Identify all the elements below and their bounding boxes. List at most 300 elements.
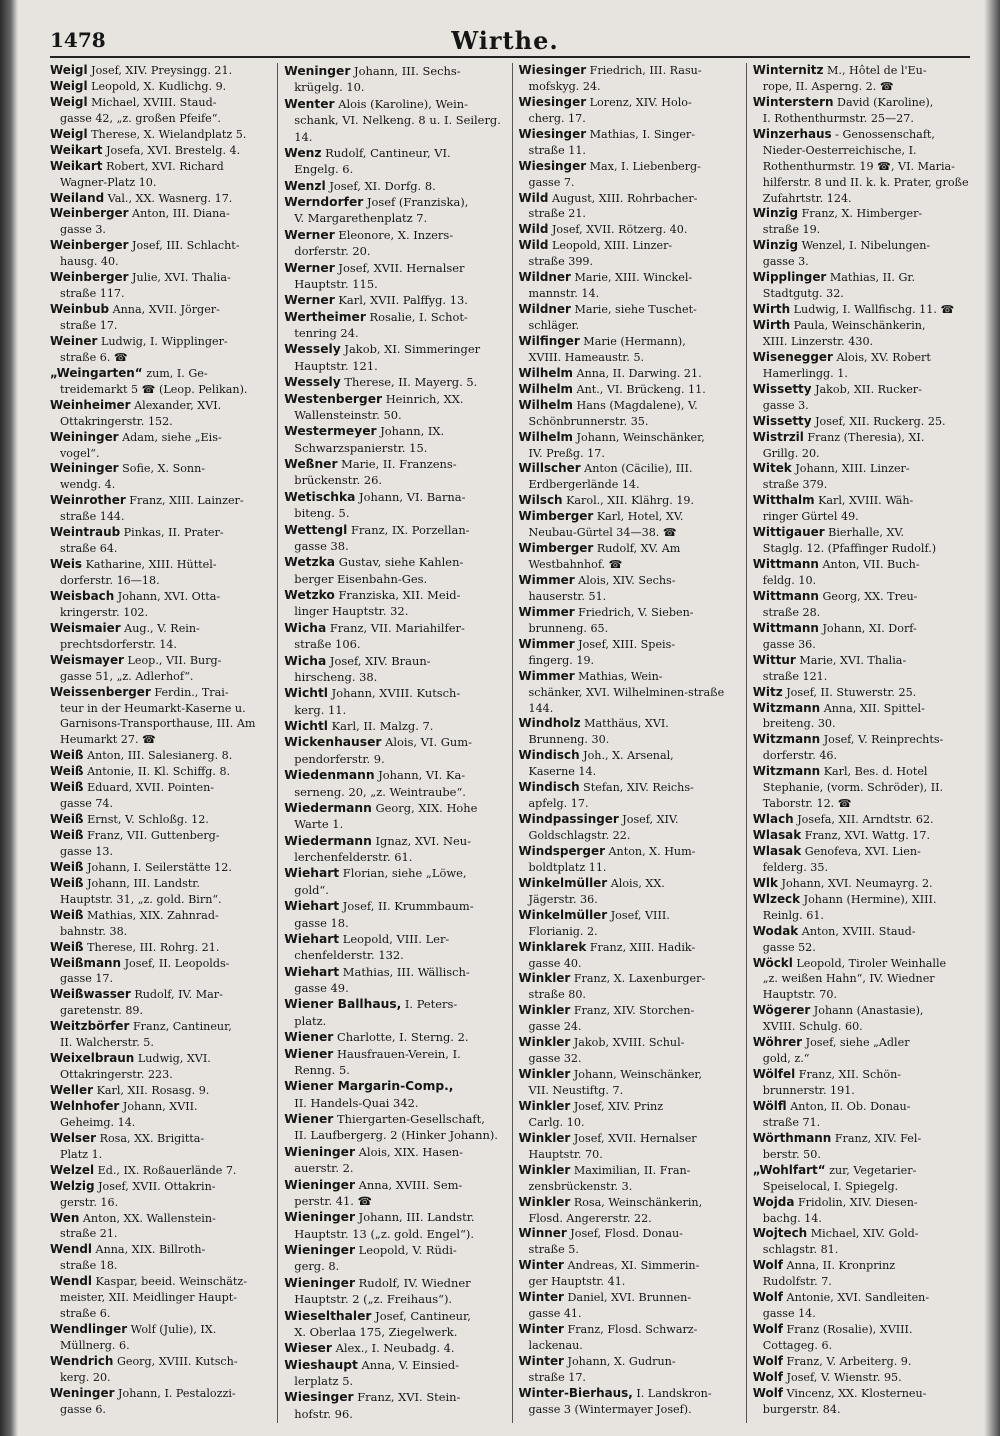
entry-name: Wölfel [752, 1067, 796, 1082]
entry-name: Wilsch [518, 493, 563, 508]
entry-name: Wiesinger [518, 63, 587, 77]
entry-details: zur, Vegetarier- [829, 1163, 917, 1177]
entry-details: - Genossenschaft, [835, 127, 935, 141]
entry-details: Anton, III. Salesianerg. 8. [87, 749, 233, 763]
entry-details: Jakob, XVIII. Schul- [573, 1036, 685, 1050]
entry-name: Weiß [50, 812, 84, 827]
directory-entry [753, 589, 974, 621]
entry-details: Antonie, II. Kl. Schiffg. 8. [87, 765, 231, 779]
directory-entry [753, 1386, 974, 1418]
directory-entry [50, 493, 271, 525]
directory-entry [284, 587, 505, 620]
entry-details: Anna, XIX. Billroth- [95, 1243, 206, 1257]
directory-entry [50, 589, 271, 621]
entry-name: Weixelbraun [50, 1051, 135, 1066]
entry-details: Therese, X. Wielandplatz 5. [91, 127, 247, 141]
entry-details: Georg, XX. Treu- [822, 589, 918, 603]
directory-entry [284, 898, 505, 931]
entry-name: Weigl [50, 63, 88, 77]
entry-name: Wilhelm [518, 397, 573, 412]
entry-name: Weismaier [50, 620, 121, 635]
entry-name: Weissenberger [50, 684, 151, 699]
entry-continuation: Müllnerg. 6. [60, 1339, 130, 1352]
entry-continuation: Speiselocal, I. Spiegelg. [762, 1179, 899, 1193]
entry-details: Rosa, XX. Brigitta- [99, 1131, 205, 1145]
entry-details: Anton, III. Diana- [132, 207, 230, 221]
entry-details: Julie, XVI. Thalia- [132, 271, 231, 285]
entry-continuation: Neubau-Gürtel 34—38. ☎ [528, 526, 677, 540]
directory-entry [284, 292, 505, 308]
directory-entry [519, 1035, 740, 1067]
entry-continuation: Hauptstr. 13 („z. gold. Engel“). [294, 1226, 475, 1241]
entry-name: Wiesinger [284, 1390, 354, 1405]
directory-entry [519, 1067, 740, 1099]
entry-details: Johann (Hermine), XIII. [803, 892, 937, 906]
entry-details: Hans (Magdalene), V. [576, 398, 698, 412]
directory-entry [753, 430, 974, 462]
directory-entry [50, 461, 271, 493]
entry-name: Weismayer [50, 652, 124, 667]
entry-details: Josef, XIV. Prinz [573, 1099, 664, 1113]
directory-entry [519, 127, 740, 159]
entry-continuation: gold“. [294, 882, 329, 897]
entry-details: Mathias, XIX. Zahnrad- [87, 908, 219, 922]
entry-name: Wiedenmann [284, 768, 375, 783]
entry-name: Windisch [518, 748, 580, 763]
directory-entry [284, 1340, 505, 1356]
directory-entry [753, 1195, 974, 1227]
entry-name: Werner [284, 293, 335, 308]
entry-details: Val., XX. Wasnerg. 17. [107, 191, 233, 205]
entry-name: Wipplinger [752, 270, 827, 285]
entry-details: Aug., V. Rein- [124, 621, 200, 635]
directory-entry [50, 95, 271, 127]
directory-entry [50, 159, 271, 191]
directory-entry [284, 227, 505, 260]
entry-continuation: garetenstr. 89. [60, 1004, 144, 1018]
entry-details: Karl, II. Malzg. 7. [331, 719, 434, 733]
entry-name: Welzig [50, 1178, 95, 1193]
directory-entry [50, 430, 271, 462]
entry-details: Leopold, X. Kudlichg. 9. [91, 79, 227, 93]
entry-name: Wieser [284, 1341, 332, 1356]
entry-name: Witzmann [752, 700, 821, 715]
directory-entry [50, 1242, 271, 1274]
entry-details: Wolf (Julie), IX. [130, 1323, 217, 1337]
entry-details: Joh., X. Arsenal, [583, 749, 674, 763]
entry-continuation: Ottakringerstr. 223. [60, 1068, 173, 1082]
entry-details: Johann, XI. Dorf- [822, 621, 917, 635]
directory-entry [753, 525, 974, 557]
directory-entry [50, 828, 271, 860]
entry-continuation: straße 71. [762, 1115, 821, 1129]
directory-entry [519, 1290, 740, 1322]
entry-name: Wimmer [518, 604, 575, 619]
directory-entry [519, 1163, 740, 1195]
directory-entry [753, 1067, 974, 1099]
directory-entry [284, 489, 505, 522]
entry-continuation: schänker, XVI. Wilhelminen-straße 144. [528, 685, 725, 715]
entry-details: Bierhalle, XV. [828, 526, 905, 540]
entry-continuation: wendg. 4. [60, 478, 116, 492]
entry-details: Genofeva, XVI. Lien- [804, 844, 921, 858]
entry-name: Weininger [50, 429, 119, 444]
entry-continuation: zensbrückenstr. 3. [528, 1179, 633, 1193]
entry-details: Anna, V. Einsied- [361, 1357, 460, 1372]
directory-entry [50, 1019, 271, 1051]
entry-continuation: straße 144. [60, 510, 125, 524]
entry-details: Anton, XVIII. Staud- [801, 924, 916, 938]
entry-name: Wichtl [284, 686, 328, 701]
entry-details: Josef, XVII. Hernalser [573, 1131, 697, 1145]
entry-continuation: Kaserne 14. [528, 765, 597, 779]
entry-name: Winkler [518, 971, 571, 986]
entry-details: Lorenz, XIV. Holo- [589, 95, 692, 109]
entry-continuation: V. Margarethenplatz 7. [294, 211, 428, 226]
entry-continuation: Goldschlagstr. 22. [528, 829, 631, 842]
entry-details: Josef, siehe „Adler [805, 1036, 910, 1050]
entry-name: Weiß [50, 748, 84, 763]
entry-details: Josefa, XII. Arndtstr. 62. [797, 813, 934, 827]
directory-entry [284, 309, 505, 342]
entry-continuation: straße 121. [762, 669, 828, 683]
directory-entry [753, 1354, 974, 1370]
entry-continuation: gasse 3. [60, 223, 106, 237]
entry-details: Ignaz, XVI. Neu- [375, 833, 472, 848]
directory-entry [753, 557, 974, 589]
entry-name: Weikart [50, 158, 103, 173]
entry-name: Wild [518, 190, 549, 205]
entry-details: Maximilian, II. Fran- [573, 1163, 691, 1177]
directory-entry [284, 554, 505, 587]
entry-details: Franz, X. Laxenburger- [573, 972, 706, 986]
directory-entry [284, 800, 505, 833]
entry-details: Max, I. Liebenberg- [589, 159, 701, 173]
entry-name: Wirth [752, 318, 791, 332]
directory-entry [284, 767, 505, 800]
entry-details: Mathias, I. Singer- [589, 127, 696, 141]
entry-continuation: brunneng. 65. [528, 621, 609, 635]
entry-continuation: Reinlg. 61. [762, 908, 824, 922]
page-header [50, 18, 960, 58]
entry-details: Ludwig, I. Wallfischg. 11. ☎ [793, 303, 955, 317]
entry-details: Marie, XIII. Winckel- [574, 271, 693, 285]
entry-name: Wieshaupt [284, 1357, 358, 1372]
entry-name: Weißmann [50, 955, 122, 970]
entry-details: Johann, X. Gudrun- [567, 1354, 676, 1368]
directory-entry [284, 685, 505, 718]
entry-name: Wiehart [284, 964, 340, 979]
entry-name: Wessely [284, 375, 341, 390]
entry-details: Anton, II. Ob. Donau- [790, 1099, 911, 1113]
directory-entry [753, 876, 974, 892]
entry-name: Weis [50, 557, 83, 572]
entry-details: Marie, siehe Tuschet- [574, 303, 697, 317]
directory-entry [753, 1131, 974, 1163]
entry-continuation: Carlg. 10. [528, 1115, 585, 1129]
entry-continuation: straße 21. [528, 207, 586, 221]
entry-name: Windsperger [518, 843, 605, 858]
entry-name: Weninger [284, 64, 351, 78]
entry-name: Weigl [50, 78, 88, 93]
directory-entry [284, 260, 505, 293]
entry-name: Winternitz [752, 63, 824, 77]
entry-details: David (Karoline), [837, 95, 934, 109]
entry-name: Wlk [752, 875, 778, 890]
directory-entry [284, 833, 505, 866]
entry-continuation: mannstr. 14. [528, 287, 600, 301]
entry-details: Franz, XIII. Hadik- [589, 940, 696, 954]
entry-continuation: gasse 14. [762, 1307, 816, 1321]
directory-entry [284, 1078, 505, 1111]
entry-details: Alois (Karoline), Wein- [338, 96, 469, 111]
entry-details: Josef, III. Schlacht- [132, 239, 240, 253]
directory-entry [519, 302, 740, 334]
entry-details: Franz, Flosd. Schwarz- [567, 1323, 698, 1337]
entry-continuation: Westbahnhof. ☎ [528, 558, 623, 572]
entry-continuation: Wagner-Platz 10. [60, 175, 157, 189]
directory-entry [519, 1226, 740, 1258]
entry-name: Winkler [518, 1162, 571, 1177]
entry-continuation: ger Hauptstr. 41. [528, 1275, 626, 1289]
directory-entry [284, 178, 505, 194]
entry-continuation: straße 28. [762, 605, 821, 619]
entry-details: Josef, II. Stuwerstr. 25. [786, 685, 917, 699]
entry-details: Leopold, XIII. Linzer- [551, 239, 673, 253]
entry-continuation: straße 21. [60, 1227, 118, 1241]
entry-details: Johann, III. Landstr. [358, 1210, 475, 1225]
entry-details: Katharine, XIII. Hüttel- [85, 558, 217, 572]
entry-name: Wistrzil [752, 429, 804, 444]
page-number: 1478 [50, 28, 106, 52]
entry-continuation: kerg. 11. [294, 702, 347, 717]
directory-entry [50, 621, 271, 653]
directory-entry [519, 1386, 740, 1418]
entry-details: Mathias, II. Gr. [829, 271, 915, 285]
entry-continuation: gasse 40. [528, 956, 582, 970]
entry-name: Wendlinger [50, 1322, 128, 1337]
entry-name: Winklarek [518, 939, 587, 954]
entry-continuation: II. Laufbergerg. 2 (Hinker Johann). [294, 1128, 498, 1143]
entry-continuation: straße 64. [60, 542, 118, 556]
directory-entry [50, 143, 271, 159]
entry-continuation: Schwarzspanierstr. 15. [294, 440, 428, 455]
entry-name: Wöckl [752, 955, 793, 970]
entry-continuation: gasse 42, „z. großen Pfeife“. [60, 111, 221, 125]
directory-entry [519, 509, 740, 541]
entry-name: Wendrich [50, 1353, 114, 1368]
entry-name: Werner [284, 227, 335, 242]
entry-name: Westermeyer [284, 424, 377, 439]
entry-details: Marie (Hermann), [583, 334, 686, 348]
entry-details: Josef, XIV. [622, 813, 679, 827]
entry-continuation: meister, XII. Meidlinger Haupt-straße 6. [60, 1291, 237, 1321]
entry-details: Alois, XIV. Sechs- [578, 574, 676, 587]
entry-details: Karl, Bes. d. Hotel [823, 765, 928, 779]
entry-continuation: auerstr. 2. [294, 1161, 354, 1176]
directory-entry [519, 1322, 740, 1354]
entry-name: Wiedermann [284, 800, 372, 815]
directory-entry [50, 302, 271, 334]
directory-entry [753, 302, 974, 318]
entry-details: Rudolf, IV. Wiedner [358, 1275, 471, 1290]
entry-details: Franz (Rosalie), XVIII. [786, 1323, 913, 1337]
entry-name: Wen [50, 1210, 80, 1225]
entry-continuation: gasse 17. [60, 972, 114, 986]
entry-name: Wolf [752, 1353, 783, 1368]
directory-entry [753, 1163, 974, 1195]
entry-name: Wojtech [752, 1226, 808, 1241]
entry-name: Windisch [518, 780, 580, 795]
entry-name: Witzmann [752, 732, 821, 747]
entry-name: Wittigauer [752, 525, 825, 540]
entry-details: Josef, XII. Ruckerg. 25. [815, 414, 946, 428]
directory-entry [753, 238, 974, 270]
entry-name: Witzmann [752, 764, 821, 779]
directory-entry [753, 621, 974, 653]
entry-name: Weiß [50, 828, 84, 842]
directory-entry [50, 1322, 271, 1354]
entry-details: Johann (Anastasie), [813, 1004, 924, 1018]
entry-continuation: Wallensteinstr. 50. [294, 407, 402, 422]
entry-details: Josefa, XVI. Brestelg. 4. [106, 143, 241, 157]
directory-entry [519, 222, 740, 238]
entry-name: Weninger [50, 1385, 115, 1400]
entry-details: Franz (Theresia), XI. [807, 430, 925, 444]
entry-name: Wertheimer [284, 309, 366, 324]
entry-details: Thiergarten-Gesellschaft, [336, 1112, 485, 1126]
directory-entry [753, 350, 974, 382]
entry-continuation: straße 19. [762, 223, 821, 237]
entry-details: Alois, XV. Robert [836, 350, 931, 364]
directory-entry [284, 1177, 505, 1210]
entry-name: Wlach [752, 812, 794, 827]
entry-details: Wenzel, I. Nibelungen- [801, 239, 931, 253]
entry-name: Wieninger [284, 1243, 356, 1257]
directory-entry [284, 1046, 505, 1079]
entry-details: Rosalie, I. Schot- [369, 309, 468, 324]
directory-entry [284, 145, 505, 178]
entry-name: Weiß [50, 780, 84, 795]
entry-name: Wörthmann [752, 1130, 832, 1145]
entry-details: Charlotte, I. Sterng. 2. [336, 1030, 469, 1045]
entry-details: M., Hôtel de l'Eu- [827, 64, 927, 77]
entry-name: Wojda [752, 1194, 795, 1209]
entry-name: Weiß [50, 907, 84, 922]
entry-continuation: bahnstr. 38. [60, 924, 128, 938]
entry-details: Anna, XVIII. Sem- [358, 1177, 463, 1192]
directory-entry [519, 159, 740, 191]
entry-name: Wimmer [518, 573, 575, 587]
directory-entry [519, 270, 740, 302]
directory-entry [50, 270, 271, 302]
directory-entry [753, 828, 974, 844]
entry-details: Eduard, XVII. Pointen- [87, 781, 215, 795]
entry-name: Wögerer [752, 1003, 811, 1018]
directory-entry [519, 844, 740, 876]
entry-details: Jakob, XII. Rucker- [815, 382, 922, 396]
entry-details: Johann, III. Landstr. [87, 876, 200, 890]
entry-continuation: straße 117. [60, 287, 125, 301]
entry-details: Rudolf, XV. Am [596, 542, 681, 556]
directory-entry [519, 1195, 740, 1227]
entry-name: Wiener [284, 1046, 334, 1061]
entry-continuation: gasse 49. [294, 981, 349, 995]
entry-name: Welnhofer [50, 1098, 120, 1113]
entry-details: Robert, XVI. Richard [106, 159, 224, 173]
entry-name: Wimmer [518, 636, 575, 651]
entry-name: Wiehart [284, 931, 340, 946]
directory-entry [284, 1242, 505, 1275]
entry-details: Anna, XII. Spittel- [823, 701, 925, 715]
entry-continuation: gasse 36. [762, 637, 816, 651]
entry-details: Josef (Franziska), [366, 195, 469, 209]
entry-details: Alexander, XVI. [134, 398, 222, 412]
entry-continuation: Jägerstr. 36. [528, 892, 598, 906]
entry-continuation: Nieder-Oesterreichische, I. Rothenthurmstr. 19 ☎, VI. Maria-hilferstr. 8 und II. k. k. Prater, große Zufahrtstr. 124. [762, 143, 969, 205]
entry-details: Florian, siehe „Löwe, [342, 866, 467, 881]
entry-name: Wiener [284, 1112, 334, 1126]
entry-name: Weisbach [50, 588, 115, 603]
entry-continuation: mofskyg. 24. [528, 79, 601, 93]
entry-name: Weinheimer [50, 397, 131, 412]
entry-continuation: XIII. Linzerstr. 430. [762, 334, 874, 348]
entry-name: Wlzeck [752, 891, 801, 906]
entry-continuation: vogel“. [60, 446, 100, 460]
entry-name: Willscher [518, 461, 581, 476]
entry-continuation: schlagstr. 81. [762, 1243, 839, 1257]
entry-continuation: Stadtgutg. 32. [762, 287, 844, 301]
entry-continuation: gasse 3. [762, 255, 809, 269]
entry-details: Johann, I. Seilerstätte 12. [87, 860, 232, 874]
entry-continuation: gasse 24. [528, 1020, 582, 1034]
entry-name: Windpassinger [518, 812, 619, 827]
entry-continuation: XVIII. Schulg. 60. [762, 1020, 863, 1034]
entry-name: Weigl [50, 94, 88, 109]
entry-name: Winkler [518, 1003, 571, 1018]
entry-details: Johann, VI. Barna- [359, 489, 466, 504]
entry-continuation: biteng. 5. [294, 506, 350, 521]
entry-continuation: Schönbrunnerstr. 35. [528, 414, 649, 428]
entry-details: Michael, XVIII. Staud- [91, 95, 217, 109]
entry-details: Johann, XVI. Otta- [117, 589, 221, 603]
directory-entry [519, 573, 740, 605]
entry-name: Wickenhauser [284, 735, 382, 750]
entry-name: Winter [518, 1258, 564, 1273]
entry-continuation: gasse 6. [60, 1402, 106, 1416]
entry-details: Johann, XVII. [122, 1099, 198, 1113]
entry-name: Wolf [752, 1290, 783, 1305]
entry-details: Franz, XII. Schön- [798, 1068, 902, 1082]
directory-entry [753, 892, 974, 924]
entry-continuation: gasse 3 (Wintermayer Josef). [528, 1402, 692, 1416]
entry-details: Josef, XIII. Speis- [578, 637, 676, 651]
entry-continuation: perstr. 41. ☎ [294, 1193, 372, 1208]
directory-entry [284, 341, 505, 374]
entry-name: Wiener Ballhaus, [284, 997, 402, 1012]
directory-entry [519, 971, 740, 1003]
entry-name: Weiß [50, 859, 84, 874]
entry-continuation: gasse 32. [528, 1052, 582, 1066]
entry-name: Weigl [50, 126, 88, 141]
entry-name: Weiß [50, 939, 84, 954]
directory-entry [50, 127, 271, 143]
entry-name: Wiesinger [518, 158, 587, 173]
entry-name: Wiesinger [518, 126, 587, 141]
entry-continuation: Ottakringerstr. 152. [60, 414, 173, 428]
directory-entry [284, 63, 505, 96]
entry-details: Anton, VII. Buch- [822, 558, 920, 572]
